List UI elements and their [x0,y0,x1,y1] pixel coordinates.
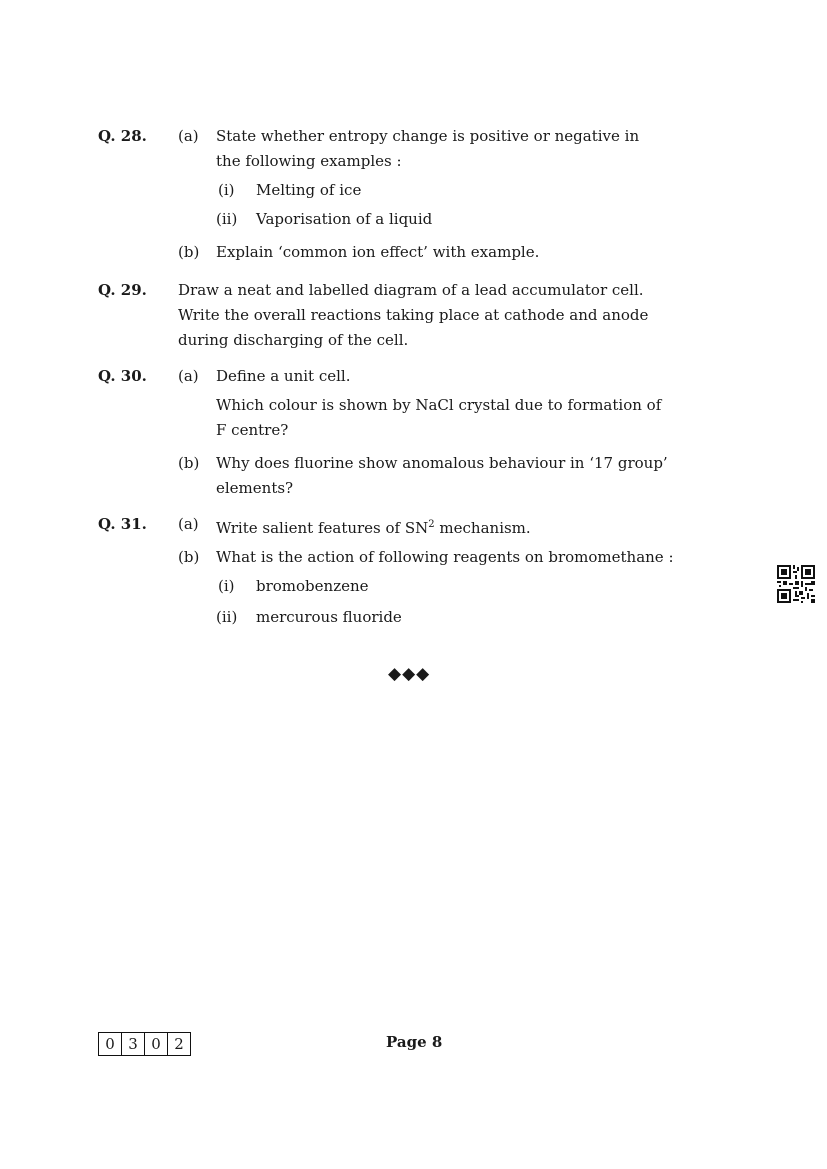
end-of-questions-mark: ◆◆◆ [388,664,431,684]
q31-sub-ii-text: mercurous fluoride [256,608,402,626]
q31-part-a-label: (a) [178,515,199,533]
q31-sub-i-text: bromobenzene [256,577,369,595]
paper-code-digit: 3 [122,1033,145,1055]
q30-part-b-line2: elements? [216,479,294,497]
question-number-31: Q. 31. [98,515,147,533]
q29-line2: Write the overall reactions taking place at cathode and anode [178,306,649,324]
q30-part-a-line2: Which colour is shown by NaCl crystal due to formation of [216,396,662,414]
question-number-29: Q. 29. [98,281,147,299]
q28-part-b-text: Explain ‘common ion effect’ with example. [216,243,540,261]
q30-part-a-line1: Define a unit cell. [216,367,351,385]
q28-sub-i-label: (i) [218,181,235,199]
q28-part-a-line1: State whether entropy change is positive or negative in [216,127,640,145]
q31-part-b-text: What is the action of following reagents on bromomethane : [216,548,674,566]
q28-part-a-label: (a) [178,127,199,145]
q29-line1: Draw a neat and labelled diagram of a lead accumulator cell. [178,281,644,299]
q30-part-b-label: (b) [178,454,200,472]
paper-code-box [98,1032,191,1056]
q31-part-a-text [216,512,531,541]
q30-part-a-line3: F centre? [216,421,289,439]
q28-part-b-label: (b) [178,243,200,261]
question-number-30: Q. 30. [98,367,147,385]
q28-sub-i-text: Melting of ice [256,181,362,199]
q30-part-b-line1: Why does fluorine show anomalous behaviour in ‘17 group’ [216,454,668,472]
q31-part-a-text-post: mechanism. [434,519,531,537]
qr-code-icon [777,565,815,603]
q31-part-a-text-pre: Write salient features of SN [216,519,429,537]
paper-code-digit: 2 [174,1035,184,1053]
q30-part-a-label: (a) [178,367,199,385]
q28-sub-ii-text: Vaporisation of a liquid [256,210,433,228]
q31-sub-i-label: (i) [218,577,235,595]
q28-part-a-line2: the following examples : [216,152,402,170]
question-number-28: Q. 28. [98,127,147,145]
q29-line3: during discharging of the cell. [178,331,409,349]
page-number: Page 8 [386,1033,443,1051]
paper-code-digit: 0 [99,1033,122,1055]
q31-part-b-label: (b) [178,548,200,566]
q31-part-a-superscript: 2 [428,519,435,530]
paper-code-digit: 0 [145,1033,168,1055]
q31-sub-ii-label: (ii) [216,608,238,626]
q28-sub-ii-label: (ii) [216,210,238,228]
